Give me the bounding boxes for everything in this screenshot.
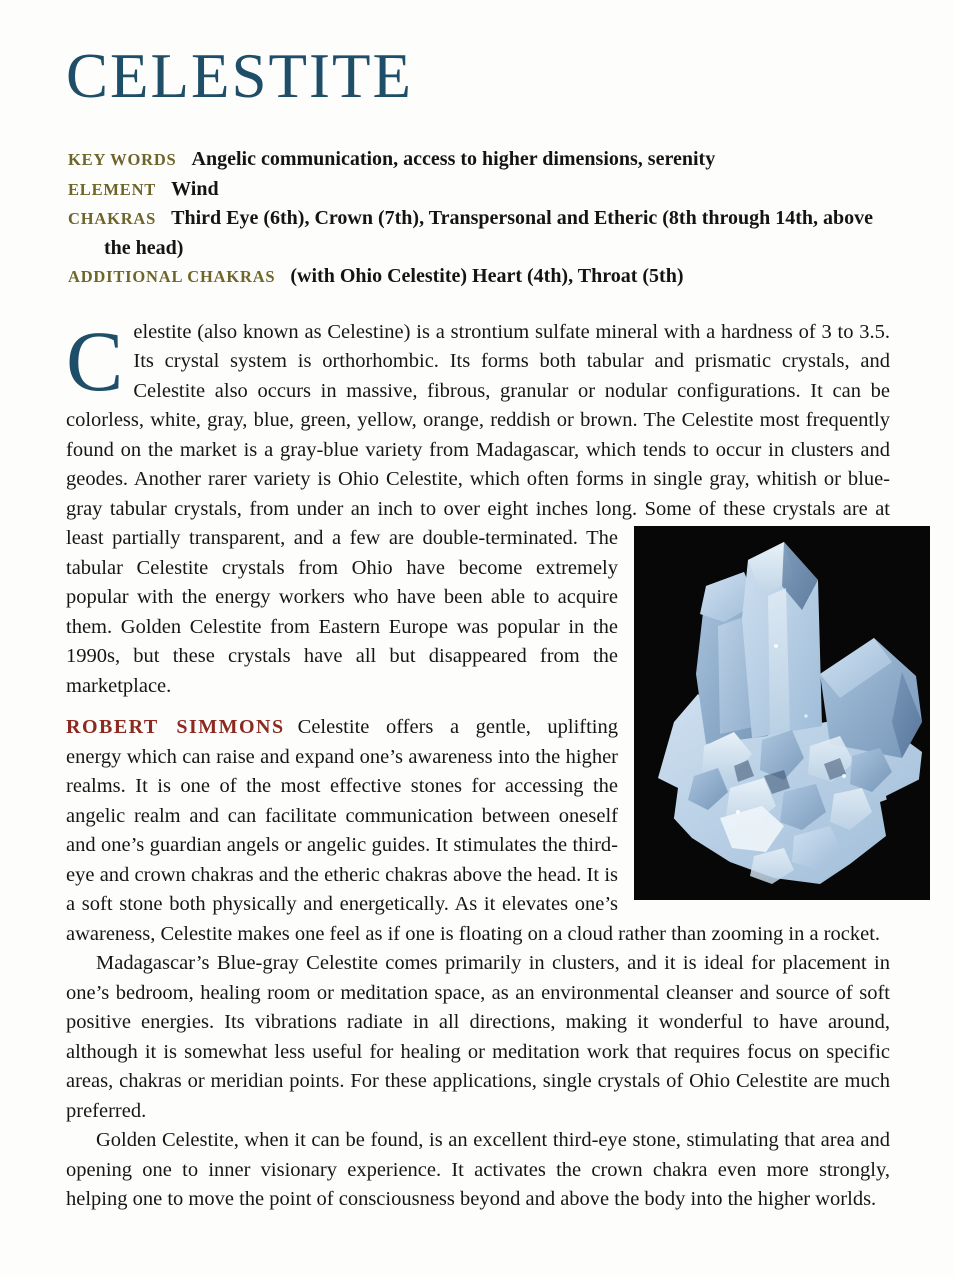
property-value: Third Eye (6th), Crown (7th), Transpersonal and Etheric (8th through 14th, above the head) — [104, 207, 874, 259]
property-row-additional-chakras — [68, 262, 890, 292]
property-label: CHAKRAS — [68, 209, 157, 229]
paragraph-text: Celestite offers a gentle, uplifting energy which can raise and expand one’s awareness into the higher realms. It is one of the most effective stones for accessing the angelic realm and can facilitate communication between oneself and one’s guardian angels or angelic guides. It stimulates the third-eye and crown chakras and the etheric chakras above the head. It is a soft stone both physically and energetically. As it elevates one’s awareness, Celestite makes one feel as if one is floating on a cloud rather than zooming in a rocket. — [66, 716, 881, 945]
property-value: (with Ohio Celestite) Heart (4th), Throat (5th) — [290, 265, 684, 288]
paragraph-intro — [66, 312, 890, 702]
paragraph-text: elestite (also known as Celestine) is a strontium sulfate mineral with a hardness of 3 to 3.5. Its crystal system is orthorhombic. Its forms both tabular and prismatic crystals, and Celestite also occurs in massive, fibrous, granular or nodular configurations. It can be colorless, white, gray, blue, green, yellow, orange, reddish or brown. The Celestite most frequently found on the market is a gray-blue variety from Madagascar, which tends to occur in clusters and geodes. Another rarer variety is Ohio Celestite, which often forms in single gray, whitish or blue-gray tabular crystals, from under an inch to over eight inches long. Some of these crystals are at least partially transparent, and a few are double-terminated. The — [66, 320, 890, 550]
property-label: KEY WORDS — [68, 150, 177, 170]
article-body — [66, 312, 890, 1215]
property-row-chakras — [68, 204, 890, 262]
properties-block — [68, 145, 890, 292]
celestite-photo — [634, 526, 930, 900]
page-title: CELESTITE — [66, 41, 413, 111]
dropcap: C — [66, 312, 124, 409]
property-label: ADDITIONAL CHAKRAS — [68, 267, 276, 287]
property-row-element — [68, 175, 890, 205]
crystal-cluster-illustration — [634, 526, 930, 900]
paragraph-madagascar: Madagascar’s Blue-gray Celestite comes primarily in clusters, and it is ideal for placement in one’s bedroom, healing room or meditation space, as an environmental cleanser and source of soft positive energies. Its vibrations radiate in all directions, making it wonderful to have around, although it is somewhat less useful for healing or meditation work that requires focus on specific areas, chakras or meridian points. For these applications, single crystals of Ohio Celestite are much preferred. — [66, 952, 890, 1122]
property-value: Angelic communication, access to higher dimensions, serenity — [191, 148, 716, 171]
author-heading: ROBERT SIMMONS — [66, 716, 285, 739]
property-row-key-words — [68, 145, 890, 175]
property-label: ELEMENT — [68, 179, 157, 199]
paragraph-golden-celestite: Golden Celestite, when it can be found, is an excellent third-eye stone, stimulating that area and opening one to inner visionary experience. It activates the crown chakra even more strongly, helping one to move the point of consciousness beyond and above the body into the higher worlds. — [66, 1129, 890, 1211]
paragraph-text: tabular Celestite crystals from Ohio have become extremely popular with the energy workers who have been able to acquire them. Golden Celestite from Eastern Europe was popular in the 1990s, but these crystals have all but disappeared from the marketplace. — [66, 556, 618, 697]
property-value: Wind — [171, 177, 219, 200]
